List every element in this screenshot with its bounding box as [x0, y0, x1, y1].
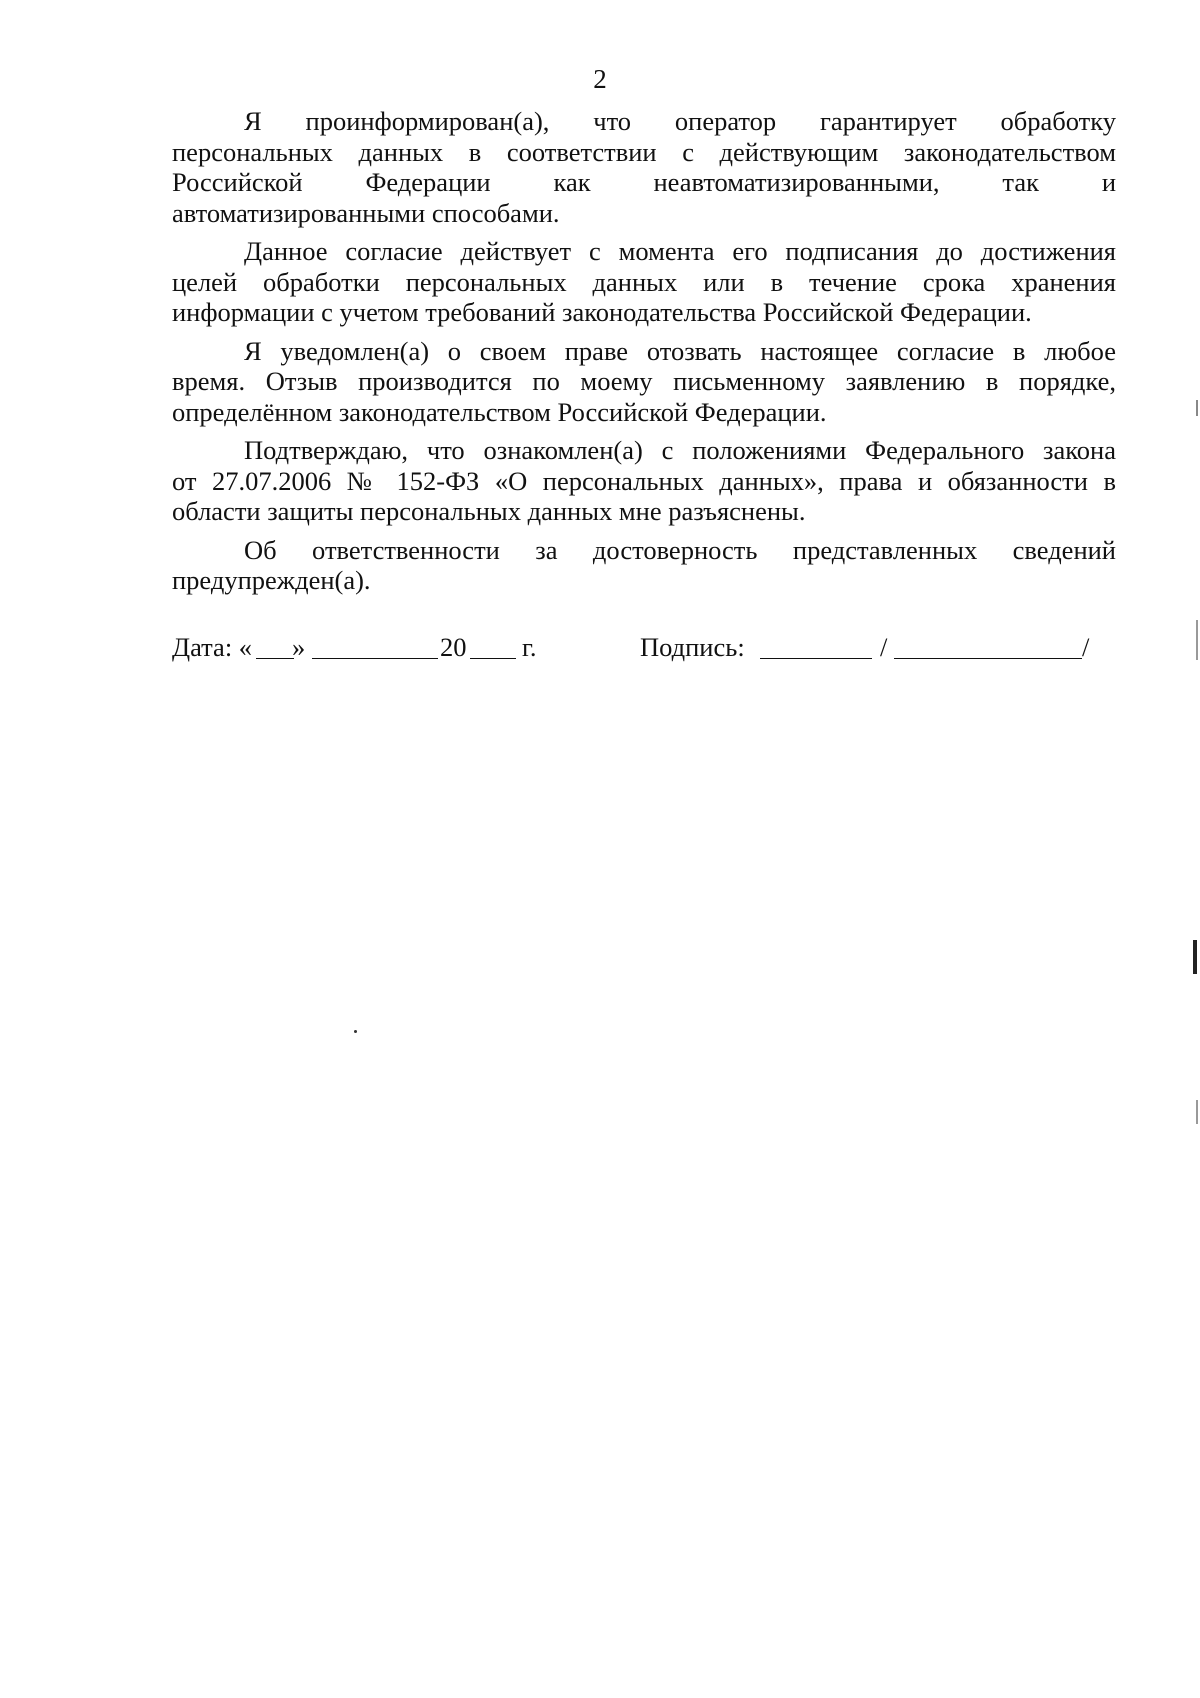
- date-close-quote: »: [292, 632, 306, 662]
- signature-separator-end: /: [1082, 632, 1090, 662]
- year-prefix: 20: [440, 632, 467, 662]
- signature-label: Подпись:: [640, 632, 745, 662]
- text-line: персональных данных в соответствии с действующим законодательством: [172, 136, 1116, 167]
- text-line: информации с учетом требований законодательства Российской Федерации.: [172, 297, 1032, 327]
- text-line: Данное согласие действует с момента его подписания до достижения: [244, 236, 1116, 266]
- text-line: Я уведомлен(а) о своем праве отозвать настоящее согласие в любое: [244, 335, 1116, 366]
- paragraph-responsibility-warning: [172, 535, 1116, 596]
- scan-edge-mark: [1196, 620, 1198, 660]
- date-label: Дата: «: [172, 632, 253, 662]
- name-blank-field[interactable]: [894, 658, 1082, 659]
- text-line: определённом законодательством Российской Федерации.: [172, 396, 827, 427]
- date-signature-row: [172, 632, 1116, 666]
- scan-speck: [354, 1030, 357, 1033]
- scan-edge-mark: [1196, 400, 1198, 416]
- signature-blank-field[interactable]: [760, 658, 872, 659]
- text-line: целей обработки персональных данных или в течение срока хранения: [172, 266, 1116, 297]
- year-blank-field[interactable]: [470, 658, 516, 659]
- text-line: области защиты персональных данных мне разъяснены.: [172, 496, 806, 526]
- text-line: Об ответственности за достоверность представленных сведений: [244, 534, 1116, 565]
- paragraph-consent-validity: [172, 236, 1116, 328]
- paragraph-right-to-revoke: [172, 336, 1116, 428]
- month-blank-field[interactable]: [312, 658, 438, 659]
- year-suffix: г.: [522, 632, 537, 662]
- document-body: [172, 106, 1116, 604]
- scan-edge-mark: [1193, 940, 1197, 974]
- paragraph-processing-guarantee: [172, 106, 1116, 228]
- text-line: Я проинформирован(а), что оператор гарантирует обработку: [244, 106, 1116, 136]
- day-blank-field[interactable]: [256, 658, 294, 659]
- page-number: 2: [593, 64, 607, 94]
- scan-edge-mark: [1196, 1100, 1198, 1124]
- signature-separator: /: [880, 632, 888, 662]
- text-line: время. Отзыв производится по моему письменному заявлению в порядке,: [172, 366, 1116, 396]
- text-line: автоматизированными способами.: [172, 197, 560, 228]
- text-line: от 27.07.2006 № 152-ФЗ «О персональных данных», права и обязанности в: [172, 465, 1116, 496]
- text-line: Российской Федерации как неавтоматизированными, так и: [172, 167, 1116, 197]
- text-line: предупрежден(а).: [172, 565, 371, 595]
- paragraph-law-acknowledgement: [172, 435, 1116, 527]
- text-line: Подтверждаю, что ознакомлен(а) с положениями Федерального закона: [244, 435, 1116, 465]
